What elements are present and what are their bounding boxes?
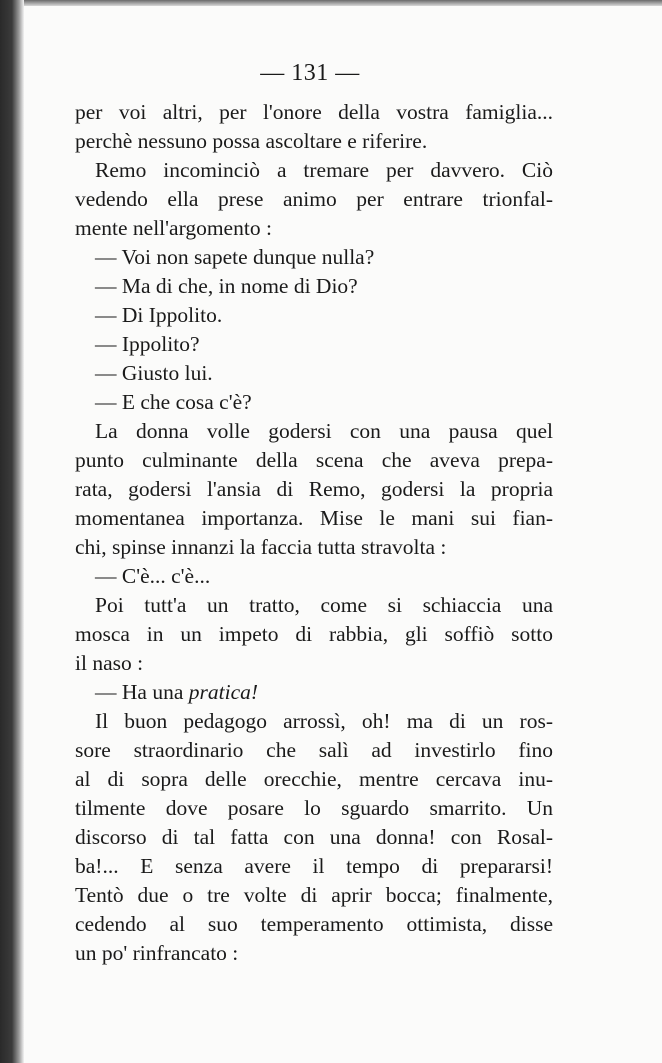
text-line: [75, 185, 553, 214]
text-line: [75, 504, 553, 533]
book-gutter-shadow: [0, 0, 24, 1063]
text-line-content: momentanea importanza. Mise le mani sui fian-: [75, 506, 553, 530]
text-line: [75, 301, 553, 330]
text-line-content: tilmente dove posare lo sguardo smarrito. Un: [75, 796, 553, 820]
text-line-content: Il buon pedagogo arrossì, oh! ma di un ros-: [95, 709, 553, 733]
text-line: [75, 98, 553, 127]
text-line: [75, 272, 553, 301]
text-line-content: sore straordinario che salì ad investirlo fino: [75, 738, 553, 762]
text-line: [75, 591, 553, 620]
text-line: [75, 533, 553, 562]
text-line-content: discorso di tal fatta con una donna! con Rosal-: [75, 825, 553, 849]
text-line: [75, 475, 553, 504]
text-line-content: — Voi non sapete dunque nulla?: [95, 245, 375, 269]
text-line: [75, 678, 553, 707]
text-line: [75, 852, 553, 881]
text-line: [75, 446, 553, 475]
text-line-content: perchè nessuno possa ascoltare e riferire.: [75, 129, 428, 153]
text-line-content: — Ha una: [95, 680, 189, 704]
text-line: [75, 243, 553, 272]
text-line-content: La donna volle godersi con una pausa quel: [95, 419, 553, 443]
text-line-content: vedendo ella prese animo per entrare trionfal-: [75, 187, 553, 211]
text-line-content: il naso :: [75, 651, 144, 675]
text-line-content: mosca in un impeto di rabbia, gli soffiò sotto: [75, 622, 553, 646]
text-line: [75, 765, 553, 794]
body-text: [75, 98, 553, 968]
text-line-content: — Ma di che, in nome di Dio?: [95, 274, 358, 298]
page-top-edge: [0, 0, 662, 6]
text-line: [75, 823, 553, 852]
text-line-content: — Giusto lui.: [95, 361, 213, 385]
text-line: [75, 881, 553, 910]
emphasized-word: pratica!: [188, 680, 259, 704]
text-line: [75, 127, 553, 156]
text-line: [75, 620, 553, 649]
text-line: [75, 910, 553, 939]
text-line: [75, 388, 553, 417]
text-line: [75, 736, 553, 765]
text-line: [75, 649, 553, 678]
text-line-content: — Ippolito?: [95, 332, 200, 356]
text-line-content: per voi altri, per l'onore della vostra famiglia...: [75, 100, 553, 124]
text-line: [75, 359, 553, 388]
text-line-content: cedendo al suo temperamento ottimista, disse: [75, 912, 553, 936]
text-line-content: Poi tutt'a un tratto, come si schiaccia una: [95, 593, 553, 617]
text-line: [75, 214, 553, 243]
text-line-content: al di sopra delle orecchie, mentre cercava inu-: [75, 767, 553, 791]
text-line-content: mente nell'argomento :: [75, 216, 272, 240]
text-line: [75, 562, 553, 591]
page-number: — 131 —: [260, 60, 360, 86]
text-line-content: rata, godersi l'ansia di Remo, godersi la propria: [75, 477, 553, 501]
text-line: [75, 417, 553, 446]
text-line: [75, 156, 553, 185]
text-line: [75, 330, 553, 359]
text-line: [75, 939, 553, 968]
text-line-content: ba!... E senza avere il tempo di prepararsi!: [75, 854, 553, 878]
text-line: [75, 707, 553, 736]
text-line-content: punto culminante della scena che aveva prepa-: [75, 448, 553, 472]
text-line-content: un po' rinfrancato :: [75, 941, 239, 965]
text-line-content: Tentò due o tre volte di aprir bocca; finalmente,: [75, 883, 553, 907]
text-line-content: — C'è... c'è...: [95, 564, 211, 588]
text-line-content: — Di Ippolito.: [95, 303, 223, 327]
text-line-content: — E che cosa c'è?: [95, 390, 252, 414]
text-line: [75, 794, 553, 823]
text-line-content: chi, spinse innanzi la faccia tutta stravolta :: [75, 535, 447, 559]
text-line-content: Remo incominciò a tremare per davvero. Ciò: [95, 158, 553, 182]
